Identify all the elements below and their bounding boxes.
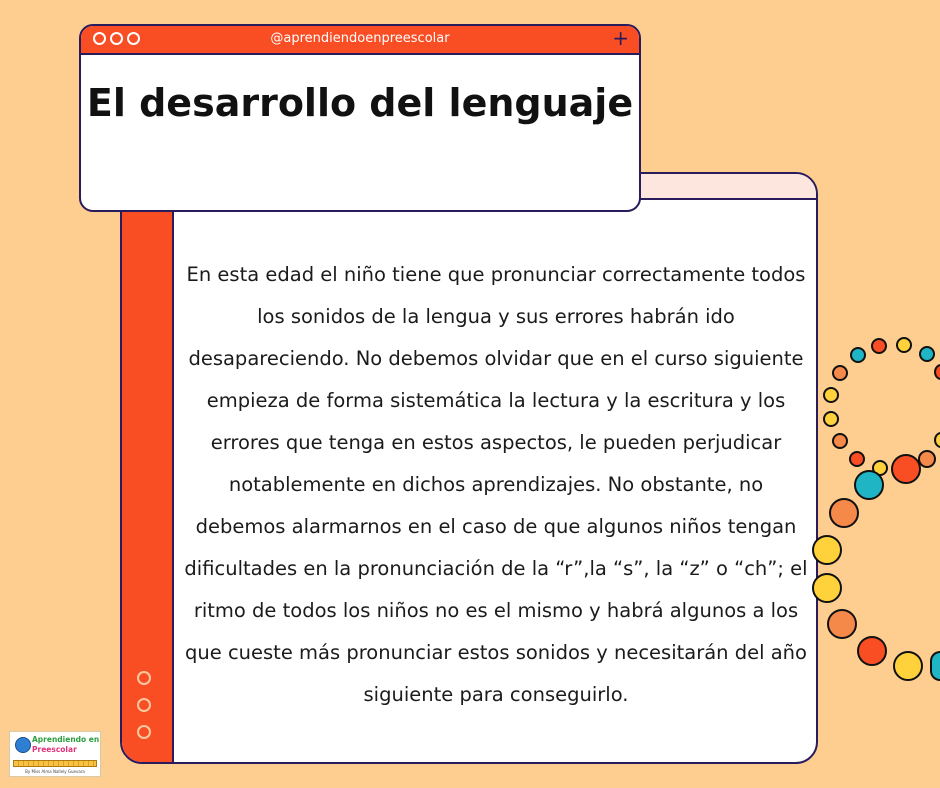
bead-icon	[934, 432, 940, 448]
social-handle: @aprendiendoenpreescolar	[270, 31, 450, 46]
bead-icon	[891, 454, 921, 484]
content-window	[120, 172, 818, 764]
content-window-side-bar	[122, 174, 174, 762]
side-circle-icon	[137, 698, 151, 712]
bead-icon	[854, 470, 884, 500]
title-window	[79, 24, 641, 212]
bead-icon	[823, 387, 839, 403]
bead-icon	[934, 364, 940, 380]
bead-icon	[823, 411, 839, 427]
bead-icon	[930, 651, 940, 681]
brand-logo	[9, 731, 101, 777]
ruler-icon	[13, 760, 97, 767]
logo-caption: By Miss Alma Nallely Guevara	[25, 769, 85, 774]
bead-icon	[812, 535, 842, 565]
plus-icon[interactable]: +	[612, 26, 629, 50]
bead-icon	[832, 433, 848, 449]
bead-icon	[896, 337, 912, 353]
side-circle-icon	[137, 725, 151, 739]
bead-icon	[919, 346, 935, 362]
bead-icon	[849, 451, 865, 467]
bead-icon	[893, 651, 923, 681]
globe-icon	[15, 737, 31, 753]
title-window-bar	[81, 26, 639, 55]
side-circle-icon	[137, 671, 151, 685]
page-title: El desarrollo del lenguaje	[86, 81, 634, 125]
bead-icon	[829, 498, 859, 528]
bead-icon	[827, 609, 857, 639]
bead-icon	[871, 338, 887, 354]
body-text: En esta edad el niño tiene que pronunciar correctamente todos los sonidos de la lengua y sus errores habrán ido desapareciendo. No debemos olvidar que en el curso siguiente empieza de forma sistemática la lectura y la escritura y los errores que tenga en estos aspectos, le pueden perjudicar notablemente en dichos aprendizajes. No obstante, no debemos alarmarnos en el caso de que algunos niños tengan dificultades en la pronunciación de la “r”,la “s”, la “z” o “ch”; el ritmo de todos los niños no es el mismo y habrá algunos a los que cueste más pronunciar estos sonidos y necesitarán del año siguiente para conseguirlo.	[184, 263, 808, 706]
bead-icon	[850, 347, 866, 363]
logo-line1: Aprendiendo en	[32, 735, 100, 744]
logo-line2: Preescolar	[32, 745, 77, 754]
bead-icon	[832, 365, 848, 381]
bead-icon	[857, 636, 887, 666]
bead-icon	[812, 573, 842, 603]
